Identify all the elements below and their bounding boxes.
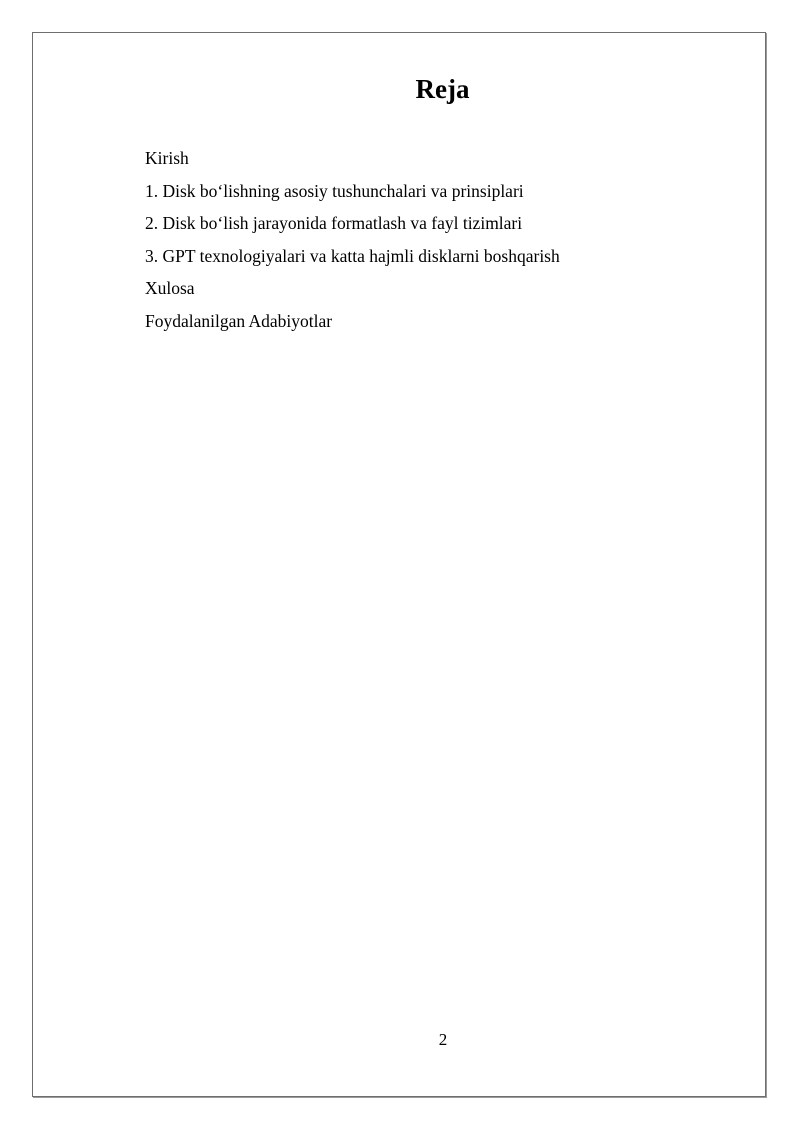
toc-item-introduction: Kirish [145, 148, 189, 168]
toc-item-chapter-1: 1. Disk bo‘lishning asosiy tushunchalari va prinsiplari [145, 180, 524, 201]
toc-item-conclusion: Xulosa [145, 278, 195, 299]
toc-item-chapter-3: 3. GPT texnologiyalari va katta hajmli disklarni boshqarish [145, 245, 560, 266]
page-title: Reja [415, 74, 470, 104]
toc-item-chapter-2: 2. Disk bo‘lish jarayonida formatlash va fayl tizimlari [145, 213, 523, 234]
page-number: 2 [438, 1030, 448, 1049]
toc-item-references: Foydalanilgan Adabiyotlar [145, 310, 333, 331]
table-of-contents [145, 146, 560, 342]
